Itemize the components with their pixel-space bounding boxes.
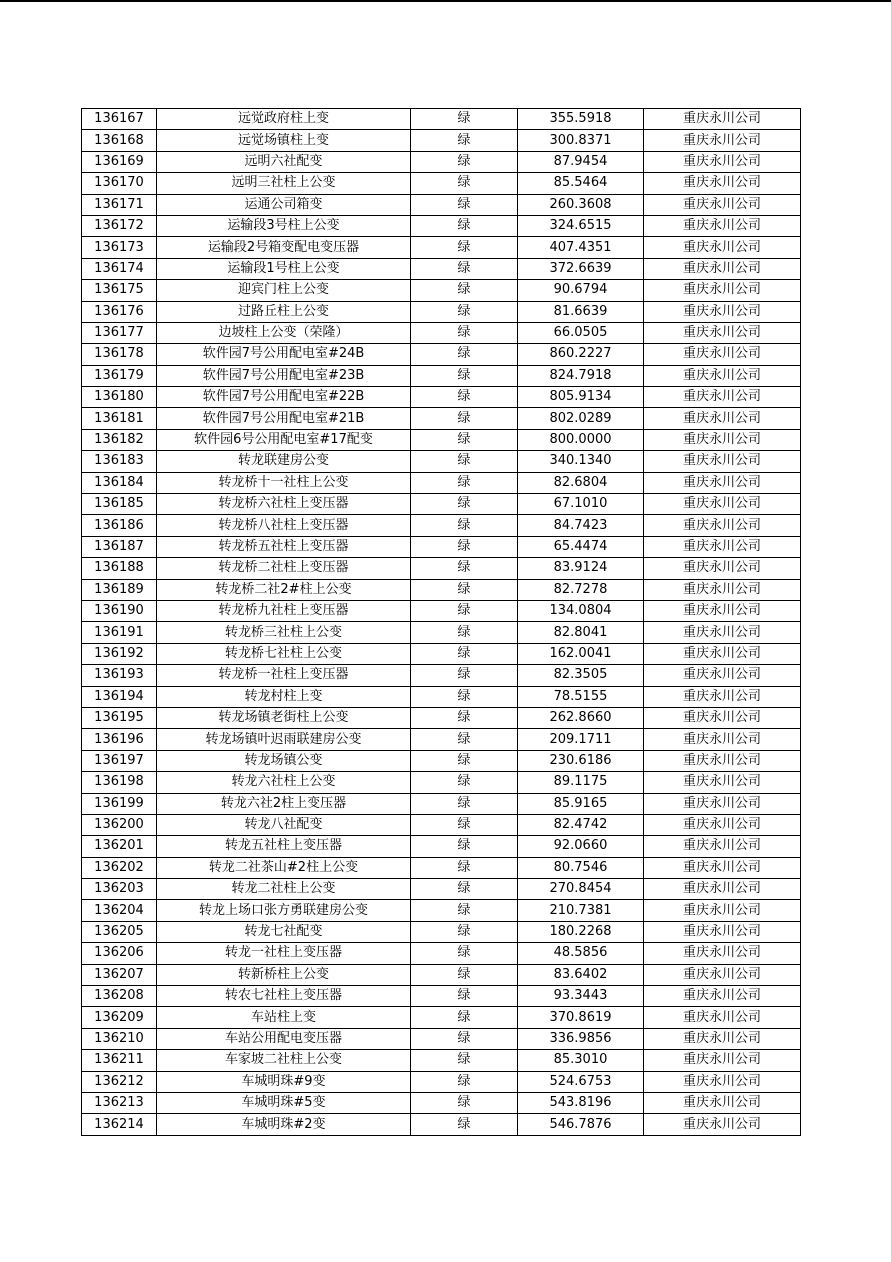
- cell-name: 边坡柱上公变（荣隆）: [157, 322, 411, 343]
- table-row: [82, 536, 801, 557]
- cell-value: 860.2227: [518, 344, 644, 365]
- table-row: [82, 301, 801, 322]
- cell-color: 绿: [411, 1071, 518, 1092]
- cell-id: 136171: [82, 194, 157, 215]
- cell-id: 136178: [82, 344, 157, 365]
- cell-company: 重庆永川公司: [644, 1114, 801, 1135]
- cell-company: 重庆永川公司: [644, 344, 801, 365]
- cell-color: 绿: [411, 472, 518, 493]
- cell-name: 远觉场镇柱上变: [157, 130, 411, 151]
- cell-color: 绿: [411, 1007, 518, 1028]
- cell-color: 绿: [411, 879, 518, 900]
- cell-name: 转龙七社配变: [157, 921, 411, 942]
- cell-color: 绿: [411, 558, 518, 579]
- cell-id: 136203: [82, 879, 157, 900]
- cell-id: 136192: [82, 643, 157, 664]
- table-row: [82, 943, 801, 964]
- cell-value: 372.6639: [518, 258, 644, 279]
- cell-name: 转农七社柱上变压器: [157, 986, 411, 1007]
- table-row: [82, 964, 801, 985]
- cell-value: 162.0041: [518, 643, 644, 664]
- cell-name: 车站公用配电变压器: [157, 1028, 411, 1049]
- cell-id: 136209: [82, 1007, 157, 1028]
- cell-id: 136205: [82, 921, 157, 942]
- cell-name: 软件园7号公用配电室#22B: [157, 387, 411, 408]
- table-row: [82, 1007, 801, 1028]
- cell-name: 运输段2号箱变配电变压器: [157, 237, 411, 258]
- table-row: [82, 729, 801, 750]
- cell-name: 转龙桥三社柱上公变: [157, 622, 411, 643]
- cell-company: 重庆永川公司: [644, 686, 801, 707]
- cell-company: 重庆永川公司: [644, 857, 801, 878]
- cell-id: 136212: [82, 1071, 157, 1092]
- cell-id: 136197: [82, 750, 157, 771]
- cell-color: 绿: [411, 707, 518, 728]
- cell-name: 转龙桥七社柱上公变: [157, 643, 411, 664]
- cell-company: 重庆永川公司: [644, 173, 801, 194]
- table-row: [82, 387, 801, 408]
- cell-name: 远明六社配变: [157, 151, 411, 172]
- cell-company: 重庆永川公司: [644, 1028, 801, 1049]
- cell-color: 绿: [411, 1114, 518, 1135]
- table-row: [82, 408, 801, 429]
- cell-company: 重庆永川公司: [644, 365, 801, 386]
- cell-company: 重庆永川公司: [644, 408, 801, 429]
- cell-company: 重庆永川公司: [644, 280, 801, 301]
- cell-color: 绿: [411, 686, 518, 707]
- cell-color: 绿: [411, 173, 518, 194]
- cell-name: 车城明珠#9变: [157, 1071, 411, 1092]
- cell-id: 136211: [82, 1050, 157, 1071]
- cell-value: 805.9134: [518, 387, 644, 408]
- cell-id: 136172: [82, 215, 157, 236]
- table-row: [82, 237, 801, 258]
- cell-value: 65.4474: [518, 536, 644, 557]
- table-row: [82, 643, 801, 664]
- cell-value: 270.8454: [518, 879, 644, 900]
- table-row: [82, 558, 801, 579]
- cell-id: 136179: [82, 365, 157, 386]
- cell-company: 重庆永川公司: [644, 665, 801, 686]
- cell-value: 85.3010: [518, 1050, 644, 1071]
- cell-company: 重庆永川公司: [644, 1007, 801, 1028]
- cell-id: 136185: [82, 494, 157, 515]
- cell-value: 260.3608: [518, 194, 644, 215]
- cell-id: 136199: [82, 793, 157, 814]
- cell-company: 重庆永川公司: [644, 322, 801, 343]
- table-row: [82, 173, 801, 194]
- table-row: [82, 579, 801, 600]
- cell-name: 运输段3号柱上公变: [157, 215, 411, 236]
- cell-id: 136180: [82, 387, 157, 408]
- cell-name: 转龙场镇老街柱上公变: [157, 707, 411, 728]
- cell-color: 绿: [411, 194, 518, 215]
- cell-name: 转龙场镇叶迟雨联建房公变: [157, 729, 411, 750]
- table-row: [82, 194, 801, 215]
- cell-value: 87.9454: [518, 151, 644, 172]
- cell-company: 重庆永川公司: [644, 643, 801, 664]
- cell-name: 转龙桥二社2#柱上公变: [157, 579, 411, 600]
- table-row: [82, 258, 801, 279]
- cell-name: 转龙联建房公变: [157, 451, 411, 472]
- cell-id: 136183: [82, 451, 157, 472]
- cell-value: 543.8196: [518, 1092, 644, 1113]
- cell-value: 134.0804: [518, 600, 644, 621]
- cell-name: 转龙桥五社柱上变压器: [157, 536, 411, 557]
- cell-name: 迎宾门柱上公变: [157, 280, 411, 301]
- cell-id: 136210: [82, 1028, 157, 1049]
- cell-value: 83.6402: [518, 964, 644, 985]
- cell-value: 370.8619: [518, 1007, 644, 1028]
- cell-id: 136184: [82, 472, 157, 493]
- cell-color: 绿: [411, 536, 518, 557]
- cell-value: 800.0000: [518, 429, 644, 450]
- cell-name: 运通公司箱变: [157, 194, 411, 215]
- cell-value: 90.6794: [518, 280, 644, 301]
- cell-id: 136206: [82, 943, 157, 964]
- cell-name: 过路丘柱上公变: [157, 301, 411, 322]
- cell-company: 重庆永川公司: [644, 130, 801, 151]
- cell-name: 转龙桥十一社柱上公变: [157, 472, 411, 493]
- cell-company: 重庆永川公司: [644, 387, 801, 408]
- cell-color: 绿: [411, 921, 518, 942]
- table-row: [82, 494, 801, 515]
- cell-color: 绿: [411, 1028, 518, 1049]
- table-row: [82, 793, 801, 814]
- table-row: [82, 879, 801, 900]
- cell-name: 转龙桥九社柱上变压器: [157, 600, 411, 621]
- cell-company: 重庆永川公司: [644, 579, 801, 600]
- cell-company: 重庆永川公司: [644, 986, 801, 1007]
- table-row: [82, 365, 801, 386]
- cell-name: 转龙桥六社柱上变压器: [157, 494, 411, 515]
- cell-color: 绿: [411, 814, 518, 835]
- cell-name: 转龙一社柱上变压器: [157, 943, 411, 964]
- cell-company: 重庆永川公司: [644, 429, 801, 450]
- cell-value: 82.7278: [518, 579, 644, 600]
- cell-id: 136196: [82, 729, 157, 750]
- cell-company: 重庆永川公司: [644, 258, 801, 279]
- cell-color: 绿: [411, 365, 518, 386]
- cell-value: 209.1711: [518, 729, 644, 750]
- page-top-border: [0, 0, 892, 2]
- cell-color: 绿: [411, 322, 518, 343]
- table-row: [82, 344, 801, 365]
- cell-name: 车城明珠#5变: [157, 1092, 411, 1113]
- cell-color: 绿: [411, 515, 518, 536]
- cell-color: 绿: [411, 429, 518, 450]
- cell-id: 136189: [82, 579, 157, 600]
- cell-id: 136173: [82, 237, 157, 258]
- cell-company: 重庆永川公司: [644, 215, 801, 236]
- cell-color: 绿: [411, 344, 518, 365]
- table-row: [82, 900, 801, 921]
- cell-company: 重庆永川公司: [644, 879, 801, 900]
- cell-company: 重庆永川公司: [644, 943, 801, 964]
- cell-color: 绿: [411, 600, 518, 621]
- table-row: [82, 1114, 801, 1135]
- cell-name: 车家坡二社柱上公变: [157, 1050, 411, 1071]
- cell-company: 重庆永川公司: [644, 109, 801, 130]
- cell-id: 136194: [82, 686, 157, 707]
- cell-value: 80.7546: [518, 857, 644, 878]
- cell-value: 92.0660: [518, 836, 644, 857]
- cell-color: 绿: [411, 1050, 518, 1071]
- cell-value: 48.5856: [518, 943, 644, 964]
- cell-company: 重庆永川公司: [644, 194, 801, 215]
- cell-id: 136193: [82, 665, 157, 686]
- cell-id: 136174: [82, 258, 157, 279]
- cell-id: 136204: [82, 900, 157, 921]
- cell-company: 重庆永川公司: [644, 900, 801, 921]
- cell-color: 绿: [411, 900, 518, 921]
- table-row: [82, 921, 801, 942]
- table-row: [82, 472, 801, 493]
- cell-value: 93.3443: [518, 986, 644, 1007]
- cell-id: 136207: [82, 964, 157, 985]
- cell-id: 136182: [82, 429, 157, 450]
- cell-color: 绿: [411, 964, 518, 985]
- cell-company: 重庆永川公司: [644, 622, 801, 643]
- cell-name: 转新桥柱上公变: [157, 964, 411, 985]
- cell-company: 重庆永川公司: [644, 558, 801, 579]
- cell-name: 软件园6号公用配电室#17配变: [157, 429, 411, 450]
- table-row: [82, 600, 801, 621]
- cell-color: 绿: [411, 622, 518, 643]
- table-row: [82, 772, 801, 793]
- table-row: [82, 109, 801, 130]
- cell-name: 车站柱上变: [157, 1007, 411, 1028]
- table-row: [82, 429, 801, 450]
- cell-company: 重庆永川公司: [644, 151, 801, 172]
- cell-value: 83.9124: [518, 558, 644, 579]
- cell-color: 绿: [411, 494, 518, 515]
- cell-id: 136190: [82, 600, 157, 621]
- cell-value: 82.3505: [518, 665, 644, 686]
- cell-value: 300.8371: [518, 130, 644, 151]
- cell-name: 转龙六社2柱上变压器: [157, 793, 411, 814]
- cell-color: 绿: [411, 301, 518, 322]
- cell-name: 转龙桥一社柱上变压器: [157, 665, 411, 686]
- cell-value: 524.6753: [518, 1071, 644, 1092]
- table-row: [82, 836, 801, 857]
- cell-color: 绿: [411, 665, 518, 686]
- table-row: [82, 1071, 801, 1092]
- cell-value: 180.2268: [518, 921, 644, 942]
- cell-color: 绿: [411, 1092, 518, 1113]
- cell-name: 转龙桥二社柱上变压器: [157, 558, 411, 579]
- cell-company: 重庆永川公司: [644, 1071, 801, 1092]
- table-row: [82, 686, 801, 707]
- cell-id: 136175: [82, 280, 157, 301]
- cell-name: 车城明珠#2变: [157, 1114, 411, 1135]
- cell-company: 重庆永川公司: [644, 600, 801, 621]
- cell-id: 136213: [82, 1092, 157, 1113]
- cell-name: 转龙八社配变: [157, 814, 411, 835]
- cell-color: 绿: [411, 793, 518, 814]
- cell-color: 绿: [411, 729, 518, 750]
- cell-color: 绿: [411, 579, 518, 600]
- table-row: [82, 622, 801, 643]
- cell-company: 重庆永川公司: [644, 921, 801, 942]
- cell-color: 绿: [411, 408, 518, 429]
- table-row: [82, 322, 801, 343]
- cell-company: 重庆永川公司: [644, 472, 801, 493]
- cell-value: 84.7423: [518, 515, 644, 536]
- cell-value: 210.7381: [518, 900, 644, 921]
- cell-id: 136191: [82, 622, 157, 643]
- cell-value: 82.4742: [518, 814, 644, 835]
- cell-id: 136168: [82, 130, 157, 151]
- cell-company: 重庆永川公司: [644, 515, 801, 536]
- cell-value: 546.7876: [518, 1114, 644, 1135]
- cell-company: 重庆永川公司: [644, 451, 801, 472]
- cell-name: 运输段1号柱上公变: [157, 258, 411, 279]
- cell-color: 绿: [411, 643, 518, 664]
- cell-name: 转龙二社茶山#2柱上公变: [157, 857, 411, 878]
- data-table: [81, 108, 801, 1136]
- cell-color: 绿: [411, 772, 518, 793]
- cell-name: 远明三社柱上公变: [157, 173, 411, 194]
- table-row: [82, 665, 801, 686]
- cell-value: 78.5155: [518, 686, 644, 707]
- cell-id: 136200: [82, 814, 157, 835]
- cell-id: 136214: [82, 1114, 157, 1135]
- cell-company: 重庆永川公司: [644, 536, 801, 557]
- cell-value: 824.7918: [518, 365, 644, 386]
- cell-id: 136176: [82, 301, 157, 322]
- cell-value: 336.9856: [518, 1028, 644, 1049]
- cell-color: 绿: [411, 387, 518, 408]
- cell-color: 绿: [411, 836, 518, 857]
- table-row: [82, 451, 801, 472]
- cell-value: 340.1340: [518, 451, 644, 472]
- table-row: [82, 130, 801, 151]
- cell-name: 软件园7号公用配电室#24B: [157, 344, 411, 365]
- table-row: [82, 215, 801, 236]
- cell-id: 136195: [82, 707, 157, 728]
- cell-color: 绿: [411, 109, 518, 130]
- cell-color: 绿: [411, 451, 518, 472]
- table-row: [82, 750, 801, 771]
- cell-name: 软件园7号公用配电室#21B: [157, 408, 411, 429]
- cell-id: 136188: [82, 558, 157, 579]
- cell-id: 136169: [82, 151, 157, 172]
- table-row: [82, 1028, 801, 1049]
- cell-value: 407.4351: [518, 237, 644, 258]
- cell-company: 重庆永川公司: [644, 237, 801, 258]
- cell-company: 重庆永川公司: [644, 707, 801, 728]
- table-row: [82, 1092, 801, 1113]
- cell-company: 重庆永川公司: [644, 729, 801, 750]
- cell-id: 136198: [82, 772, 157, 793]
- cell-company: 重庆永川公司: [644, 301, 801, 322]
- cell-id: 136170: [82, 173, 157, 194]
- cell-id: 136186: [82, 515, 157, 536]
- table-body: [82, 109, 801, 1136]
- cell-name: 软件园7号公用配电室#23B: [157, 365, 411, 386]
- cell-value: 230.6186: [518, 750, 644, 771]
- cell-value: 85.9165: [518, 793, 644, 814]
- cell-value: 81.6639: [518, 301, 644, 322]
- cell-color: 绿: [411, 130, 518, 151]
- cell-value: 67.1010: [518, 494, 644, 515]
- cell-id: 136208: [82, 986, 157, 1007]
- cell-id: 136201: [82, 836, 157, 857]
- cell-company: 重庆永川公司: [644, 772, 801, 793]
- cell-color: 绿: [411, 750, 518, 771]
- cell-color: 绿: [411, 857, 518, 878]
- cell-color: 绿: [411, 237, 518, 258]
- cell-value: 85.5464: [518, 173, 644, 194]
- cell-id: 136181: [82, 408, 157, 429]
- cell-value: 355.5918: [518, 109, 644, 130]
- cell-value: 89.1175: [518, 772, 644, 793]
- cell-value: 802.0289: [518, 408, 644, 429]
- cell-color: 绿: [411, 280, 518, 301]
- cell-company: 重庆永川公司: [644, 494, 801, 515]
- cell-value: 262.8660: [518, 707, 644, 728]
- table-row: [82, 707, 801, 728]
- cell-color: 绿: [411, 215, 518, 236]
- table-row: [82, 986, 801, 1007]
- table-row: [82, 814, 801, 835]
- table-row: [82, 151, 801, 172]
- cell-company: 重庆永川公司: [644, 750, 801, 771]
- cell-id: 136187: [82, 536, 157, 557]
- table-row: [82, 280, 801, 301]
- cell-color: 绿: [411, 943, 518, 964]
- cell-company: 重庆永川公司: [644, 814, 801, 835]
- cell-name: 转龙六社柱上公变: [157, 772, 411, 793]
- cell-company: 重庆永川公司: [644, 1092, 801, 1113]
- cell-name: 转龙村柱上变: [157, 686, 411, 707]
- cell-color: 绿: [411, 258, 518, 279]
- cell-value: 82.6804: [518, 472, 644, 493]
- cell-name: 转龙五社柱上变压器: [157, 836, 411, 857]
- cell-color: 绿: [411, 151, 518, 172]
- cell-name: 转龙场镇公变: [157, 750, 411, 771]
- cell-value: 324.6515: [518, 215, 644, 236]
- cell-name: 转龙二社柱上公变: [157, 879, 411, 900]
- table-row: [82, 515, 801, 536]
- cell-value: 82.8041: [518, 622, 644, 643]
- cell-id: 136202: [82, 857, 157, 878]
- cell-value: 66.0505: [518, 322, 644, 343]
- cell-color: 绿: [411, 986, 518, 1007]
- cell-company: 重庆永川公司: [644, 964, 801, 985]
- cell-company: 重庆永川公司: [644, 793, 801, 814]
- table-row: [82, 857, 801, 878]
- cell-company: 重庆永川公司: [644, 1050, 801, 1071]
- cell-name: 远觉政府柱上变: [157, 109, 411, 130]
- cell-id: 136177: [82, 322, 157, 343]
- cell-name: 转龙桥八社柱上变压器: [157, 515, 411, 536]
- cell-company: 重庆永川公司: [644, 836, 801, 857]
- cell-id: 136167: [82, 109, 157, 130]
- cell-name: 转龙上场口张方勇联建房公变: [157, 900, 411, 921]
- table-row: [82, 1050, 801, 1071]
